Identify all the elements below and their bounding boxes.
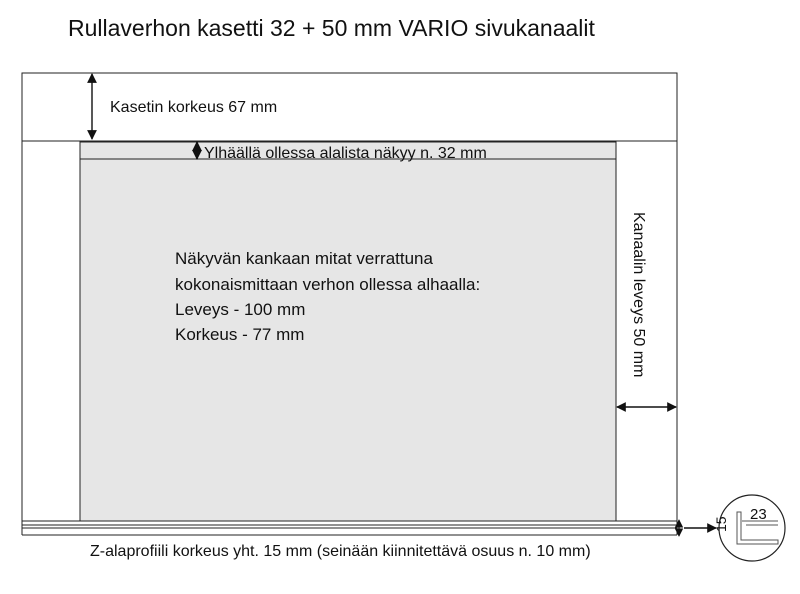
bottom-rail-label: Ylhäällä ollessa alalista näkyy n. 32 mm (204, 145, 487, 162)
channel-width-label: Kanaalin leveys 50 mm (630, 212, 647, 378)
fabric-description-line-1: Näkyvän kankaan mitat verrattuna (175, 249, 433, 268)
fabric-description-line-4: Korkeus - 77 mm (175, 325, 305, 344)
cassette-height-label: Kasetin korkeus 67 mm (110, 99, 278, 116)
z-profile-height-label: Z-alaprofiili korkeus yht. 15 mm (seinään kiinnitettävä osuus n. 10 mm) (90, 543, 591, 560)
fabric-area (80, 159, 616, 521)
detail-width-value: 23 (750, 506, 767, 523)
fabric-description-line-3: Leveys - 100 mm (175, 300, 306, 319)
detail-height-value: 15 (713, 516, 729, 532)
diagram-title: Rullaverhon kasetti 32 + 50 mm VARIO sivukanaalit (68, 15, 595, 41)
fabric-description-line-2: kokonaismittaan verhon ollessa alhaalla: (175, 275, 481, 294)
